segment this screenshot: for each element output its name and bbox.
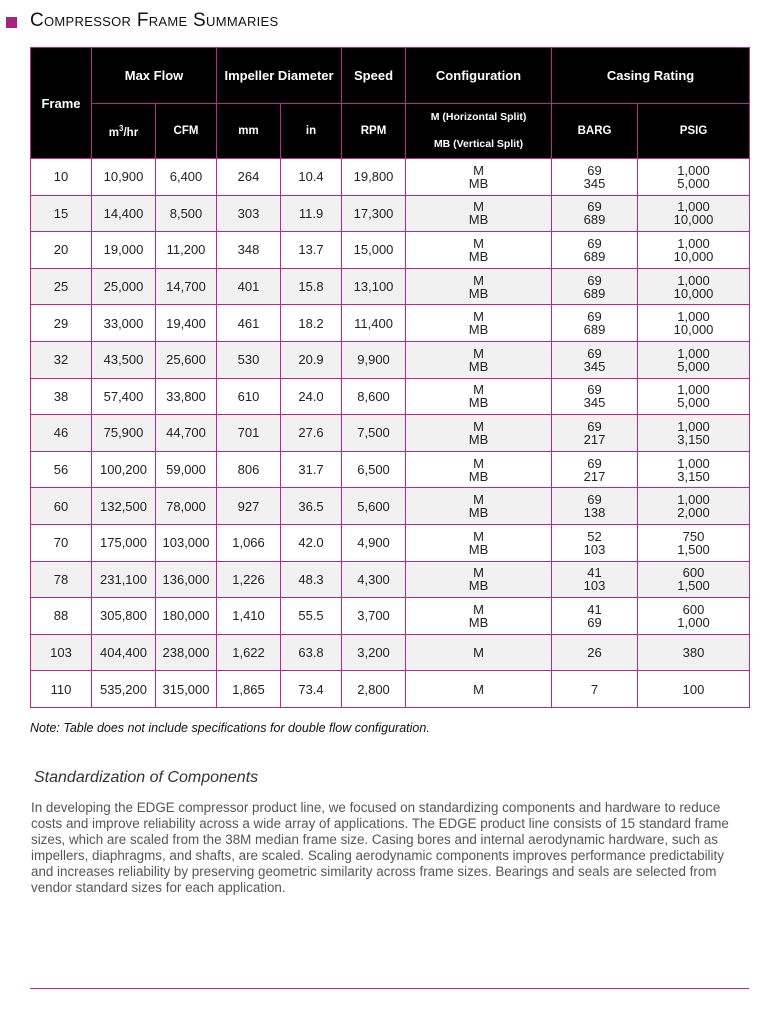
frame-summary-table-wrap [30,47,749,708]
cell-config [406,488,552,525]
cell-psig [638,268,750,305]
table-row [31,305,750,342]
cell-in: 11.9 [281,195,342,232]
cell-mm: 461 [217,305,281,342]
cell-config-line: MB [468,248,489,264]
cell-barg-line: 345 [583,175,606,191]
cell-barg [552,451,638,488]
cell-psig [638,195,750,232]
cell-config-line: M [473,345,484,361]
cell-barg-line: 69 [587,382,602,398]
cell-barg-line: 69 [587,455,602,471]
cell-m3hr: 535,200 [92,671,156,708]
cell-config-line: M [473,162,484,178]
cell-cfm: 6,400 [156,159,217,196]
cell-in: 63.8 [281,634,342,671]
cell-barg-line: 26 [587,645,602,661]
cell-psig-line: 10,000 [673,212,714,228]
cell-barg-line: 345 [583,395,606,411]
cell-barg [552,232,638,269]
cell-psig-line: 1,000 [677,382,710,398]
section-paragraph: In developing the EDGE compressor product line, we focused on standardizing components and hardware to reduce costs and improve reliability across a wide array of applications. The EDGE product line consists of 15 standard frame sizes, which are scaled from the 38M median frame size. Casing bores and internal aerodynamic hardware, such as impellers, diaphragms, and shafts, are scaled. Scaling aerodynamic components improves performance predictability and increases reliability by preserving geometric similarity across frame sizes. Bearings and seals are selected from vendor standard sizes for each application. [31,800,729,895]
table-row [31,195,750,232]
col-header-frame: Frame [31,48,92,159]
cell-barg [552,488,638,525]
cell-m3hr: 14,400 [92,195,156,232]
table-row [31,598,750,635]
cell-psig [638,524,750,561]
table-row [31,671,750,708]
cell-config-line: MB [468,322,489,338]
cell-mm: 1,622 [217,634,281,671]
cell-config-line: MB [468,578,489,594]
cell-frame: 10 [31,159,92,196]
cell-psig-line: 600 [682,565,705,581]
cell-config-line: MB [468,285,489,301]
cell-barg [552,415,638,452]
table-row [31,524,750,561]
page-header [6,6,279,36]
cell-barg-line: 217 [583,431,606,447]
cell-frame: 32 [31,341,92,378]
cell-config-line: M [473,382,484,398]
cell-barg-line: 689 [583,212,606,228]
cell-frame: 60 [31,488,92,525]
cell-config [406,451,552,488]
cell-config-line: M [473,272,484,288]
cell-mm: 806 [217,451,281,488]
table-note: Note: Table does not include specifications for double flow configuration. [30,721,430,735]
cell-frame: 46 [31,415,92,452]
cell-config [406,634,552,671]
cell-psig [638,232,750,269]
cell-config [406,671,552,708]
cell-in: 13.7 [281,232,342,269]
cell-config-line: MB [468,175,489,191]
cell-m3hr: 75,900 [92,415,156,452]
cell-cfm: 19,400 [156,305,217,342]
cell-config [406,268,552,305]
cell-rpm: 4,300 [342,561,406,598]
cell-m3hr: 231,100 [92,561,156,598]
cell-barg-line: 41 [587,565,602,581]
cell-cfm: 103,000 [156,524,217,561]
cell-config [406,598,552,635]
cell-psig-line: 1,000 [677,455,710,471]
table-row [31,232,750,269]
cell-barg-line: 138 [583,505,606,521]
cell-mm: 348 [217,232,281,269]
cell-barg [552,268,638,305]
cell-config-line: M [473,565,484,581]
cell-cfm: 315,000 [156,671,217,708]
cell-in: 20.9 [281,341,342,378]
cell-barg-line: 345 [583,358,606,374]
table-row [31,268,750,305]
cell-mm: 610 [217,378,281,415]
subheader-cfm: CFM [156,104,217,159]
cell-mm: 1,226 [217,561,281,598]
cell-in: 24.0 [281,378,342,415]
cell-psig [638,305,750,342]
cell-frame: 20 [31,232,92,269]
cell-in: 31.7 [281,451,342,488]
cell-frame: 25 [31,268,92,305]
cell-config-line: M [473,528,484,544]
cell-psig [638,159,750,196]
cell-barg-line: 689 [583,248,606,264]
cell-psig-line: 1,000 [677,492,710,508]
cell-psig-line: 750 [682,528,705,544]
cell-mm: 401 [217,268,281,305]
cell-psig [638,598,750,635]
cell-barg-line: 69 [587,162,602,178]
accent-square-icon [6,17,17,28]
subheader-rpm: RPM [342,104,406,159]
cell-barg-line: 69 [587,418,602,434]
cell-config-line: M [473,601,484,617]
cell-mm: 1,865 [217,671,281,708]
cell-psig-line: 600 [682,601,705,617]
cell-psig-line: 3,150 [677,468,710,484]
cell-config-line: MB [468,505,489,521]
cell-in: 48.3 [281,561,342,598]
table-row [31,561,750,598]
cell-rpm: 19,800 [342,159,406,196]
cell-psig-line: 5,000 [677,358,710,374]
cell-barg-line: 69 [587,199,602,215]
cell-config-line: MB [468,614,489,630]
table-row [31,451,750,488]
cell-config-line: MB [468,212,489,228]
cell-rpm: 11,400 [342,305,406,342]
cell-barg-line: 69 [587,309,602,325]
cell-barg-line: 7 [590,681,599,697]
cell-m3hr: 57,400 [92,378,156,415]
cell-m3hr: 132,500 [92,488,156,525]
cell-psig-line: 5,000 [677,395,710,411]
cell-rpm: 3,200 [342,634,406,671]
table-row [31,378,750,415]
cell-psig-line: 1,000 [677,345,710,361]
cell-psig [638,488,750,525]
cell-in: 55.5 [281,598,342,635]
cell-barg [552,378,638,415]
cell-config-line: MB [468,468,489,484]
cell-psig [638,341,750,378]
cell-cfm: 78,000 [156,488,217,525]
cell-mm: 530 [217,341,281,378]
cell-psig-line: 1,000 [677,614,710,630]
cell-rpm: 2,800 [342,671,406,708]
cell-psig-line: 10,000 [673,248,714,264]
cell-frame: 78 [31,561,92,598]
cell-psig-line: 1,000 [677,418,710,434]
subheader-m3hr: $m^3/hr$ [92,104,156,159]
cell-barg-line: 41 [587,601,602,617]
cell-cfm: 59,000 [156,451,217,488]
cell-psig [638,634,750,671]
subheader-config: M (Horizontal Split) MB (Vertical Split) [406,104,552,159]
table-subheader-row [31,104,750,159]
cell-in: 42.0 [281,524,342,561]
cell-psig-line: 1,500 [677,541,710,557]
col-header-speed: Speed [342,48,406,104]
table-body [31,159,750,708]
col-header-max-flow: Max Flow [92,48,217,104]
cell-config [406,159,552,196]
cell-config-line: M [473,235,484,251]
cell-m3hr: 33,000 [92,305,156,342]
cell-barg-line: 69 [587,614,602,630]
cell-rpm: 5,600 [342,488,406,525]
section-title: Standardization of Components [34,769,259,786]
cell-cfm: 136,000 [156,561,217,598]
cell-frame: 103 [31,634,92,671]
cell-config [406,195,552,232]
frame-summary-table [30,47,750,708]
cell-config [406,415,552,452]
cell-in: 18.2 [281,305,342,342]
col-header-configuration: Configuration [406,48,552,104]
cell-config-line: M [473,645,484,661]
cell-cfm: 238,000 [156,634,217,671]
cell-frame: 29 [31,305,92,342]
cell-config-line: MB [468,358,489,374]
cell-config [406,232,552,269]
cell-config-line: M [473,199,484,215]
cell-psig [638,415,750,452]
cell-m3hr: 19,000 [92,232,156,269]
cell-m3hr: 404,400 [92,634,156,671]
cell-barg-line: 689 [583,322,606,338]
cell-config-line: MB [468,395,489,411]
cell-barg [552,195,638,232]
cell-barg-line: 69 [587,345,602,361]
cell-m3hr: 43,500 [92,341,156,378]
cell-rpm: 3,700 [342,598,406,635]
subheader-mm: mm [217,104,281,159]
subheader-in: in [281,104,342,159]
cell-psig-line: 1,000 [677,162,710,178]
cell-barg [552,159,638,196]
cell-barg [552,634,638,671]
cell-psig-line: 5,000 [677,175,710,191]
cell-config-line: M [473,492,484,508]
cell-psig-line: 1,000 [677,309,710,325]
cell-rpm: 7,500 [342,415,406,452]
cell-m3hr: 175,000 [92,524,156,561]
cell-in: 15.8 [281,268,342,305]
cell-cfm: 180,000 [156,598,217,635]
cell-config [406,561,552,598]
cell-barg-line: 69 [587,235,602,251]
cell-psig-line: 1,000 [677,199,710,215]
cell-barg-line: 69 [587,492,602,508]
col-header-impeller-diameter: Impeller Diameter [217,48,342,104]
cell-rpm: 9,900 [342,341,406,378]
cell-mm: 701 [217,415,281,452]
cell-cfm: 33,800 [156,378,217,415]
cell-barg-line: 103 [583,541,606,557]
cell-rpm: 17,300 [342,195,406,232]
cell-psig [638,378,750,415]
cell-config [406,378,552,415]
cell-psig-line: 3,150 [677,431,710,447]
subheader-psig: PSIG [638,104,750,159]
cell-mm: 1,410 [217,598,281,635]
cell-m3hr: 10,900 [92,159,156,196]
cell-psig [638,671,750,708]
cell-in: 36.5 [281,488,342,525]
table-row [31,159,750,196]
cell-config [406,305,552,342]
cell-barg [552,598,638,635]
table-header-row [31,48,750,104]
cell-config [406,341,552,378]
cell-frame: 15 [31,195,92,232]
cell-frame: 38 [31,378,92,415]
cell-psig-line: 1,000 [677,272,710,288]
subheader-barg: BARG [552,104,638,159]
cell-config-line: M [473,681,484,697]
cell-frame: 88 [31,598,92,635]
cell-frame: 70 [31,524,92,561]
cell-config-line: M [473,418,484,434]
cell-config-line: MB [468,431,489,447]
cell-psig-line: 1,500 [677,578,710,594]
cell-config-line: M [473,455,484,471]
table-row [31,634,750,671]
cell-in: 27.6 [281,415,342,452]
cell-barg-line: 69 [587,272,602,288]
cell-psig-line: 10,000 [673,285,714,301]
cell-psig-line: 380 [682,645,705,661]
cell-rpm: 8,600 [342,378,406,415]
cell-mm: 303 [217,195,281,232]
cell-psig-line: 2,000 [677,505,710,521]
cell-config [406,524,552,561]
cell-psig-line: 1,000 [677,235,710,251]
cell-barg-line: 689 [583,285,606,301]
cell-mm: 1,066 [217,524,281,561]
cell-rpm: 6,500 [342,451,406,488]
col-header-casing-rating: Casing Rating [552,48,750,104]
cell-cfm: 44,700 [156,415,217,452]
cell-barg-line: 52 [587,528,602,544]
table-row [31,341,750,378]
cell-m3hr: 100,200 [92,451,156,488]
cell-cfm: 8,500 [156,195,217,232]
cell-mm: 264 [217,159,281,196]
cell-mm: 927 [217,488,281,525]
cell-config-line: MB [468,541,489,557]
cell-barg-line: 217 [583,468,606,484]
cell-psig [638,561,750,598]
cell-psig-line: 10,000 [673,322,714,338]
page-title: Compressor Frame Summaries [30,10,279,31]
cell-frame: 56 [31,451,92,488]
cell-barg [552,524,638,561]
cell-barg [552,671,638,708]
cell-rpm: 13,100 [342,268,406,305]
cell-psig [638,451,750,488]
cell-in: 73.4 [281,671,342,708]
cell-barg [552,305,638,342]
cell-barg [552,561,638,598]
cell-cfm: 25,600 [156,341,217,378]
cell-rpm: 4,900 [342,524,406,561]
cell-in: 10.4 [281,159,342,196]
table-row [31,415,750,452]
cell-rpm: 15,000 [342,232,406,269]
cell-psig-line: 100 [682,681,705,697]
cell-m3hr: 25,000 [92,268,156,305]
cell-config-line: M [473,309,484,325]
cell-cfm: 11,200 [156,232,217,269]
cell-m3hr: 305,800 [92,598,156,635]
footer-divider [30,988,749,989]
cell-barg [552,341,638,378]
cell-cfm: 14,700 [156,268,217,305]
table-row [31,488,750,525]
cell-frame: 110 [31,671,92,708]
cell-barg-line: 103 [583,578,606,594]
